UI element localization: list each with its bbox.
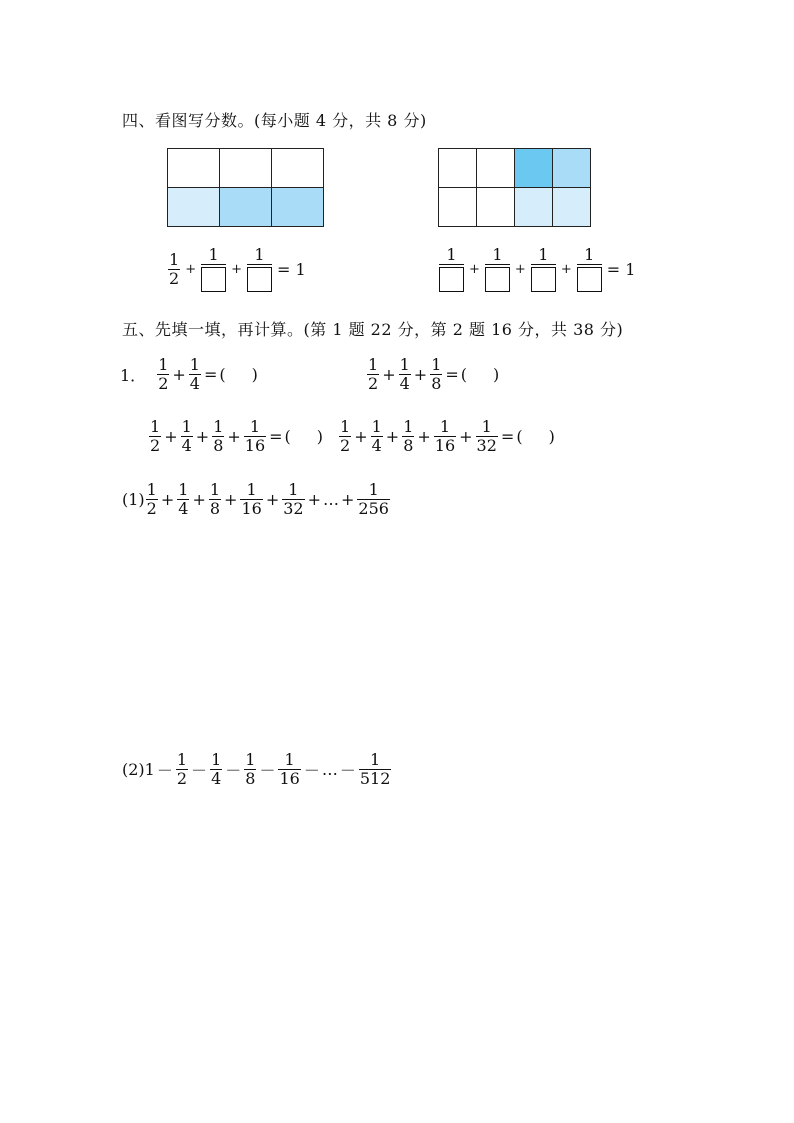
fraction: $\frac{1}{8}$	[209, 480, 221, 518]
fraction: $\frac{1}{8}$	[403, 417, 414, 455]
section-4-heading: 四、看图写分数。(每小题 4 分，共 8 分)	[122, 111, 427, 130]
fraction: $\frac{1}{16}$	[434, 417, 456, 455]
fraction: $\frac{1}{16}$	[241, 480, 262, 518]
fraction: $\frac{1}{32}$	[283, 480, 304, 518]
fraction: $\frac{1}{4}$	[178, 480, 189, 518]
fraction: $\frac{1}{4}$	[211, 750, 222, 788]
part-1-expression: (1) $\frac{1}{2}$ + $\frac{1}{4}$ + $\frac{1}{8}$ + $\frac{1}{16}$ + $\frac{1}{32}$ + … + $\frac{1}{256}$	[122, 480, 389, 518]
fraction: $\frac{1}{4}$	[181, 417, 192, 455]
fraction: $\frac{1}{2}$	[368, 355, 379, 393]
fraction: $\frac{1}{16}$	[279, 750, 300, 788]
grid-cell	[439, 149, 477, 188]
grid-cell-shaded	[515, 149, 553, 188]
grid-cell-shaded	[220, 188, 272, 227]
fraction: $\frac{1}{4}$	[189, 355, 200, 393]
fraction-grid-2	[438, 148, 591, 227]
answer-blank[interactable]: ( )	[460, 365, 500, 384]
fraction: $\frac{1}{8}$	[213, 417, 224, 455]
grid-cell-shaded	[168, 188, 220, 227]
answer-blank[interactable]: ( )	[219, 365, 258, 384]
answer-box[interactable]	[247, 267, 272, 292]
part-2-label: (2)1	[122, 760, 155, 779]
grid-cell	[439, 188, 477, 227]
part-2-expression: (2)1 － $\frac{1}{2}$ － $\frac{1}{4}$ － $\frac{1}{8}$ － $\frac{1}{16}$ － … － $\frac{1}{512}$	[122, 750, 391, 788]
grid-cell-shaded	[272, 188, 324, 227]
fraction: $\frac{1}{4}$	[371, 417, 382, 455]
q1-expression-a: 1． $\frac{1}{2}$ + $\frac{1}{4}$ = ( )	[120, 355, 258, 393]
answer-blank[interactable]: ( )	[516, 427, 555, 446]
fraction: $\frac{1}{2}$	[169, 249, 180, 288]
fraction: $\frac{1}{2}$	[150, 417, 161, 455]
question-number: 1．	[120, 366, 147, 385]
grid-1-equation: $\frac{1}{2}$ + 1 + 1 = 1	[167, 246, 310, 292]
q1-expression-b: $\frac{1}{2}$ + $\frac{1}{4}$ + $\frac{1}{8}$ = ( )	[368, 355, 500, 393]
fraction: $\frac{1}{2}$	[158, 355, 169, 393]
fraction: $\frac{1}{2}$	[176, 750, 188, 788]
grid-cell	[477, 188, 515, 227]
grid-cell	[477, 149, 515, 188]
grid-cell	[168, 149, 220, 188]
answer-box[interactable]	[201, 267, 226, 292]
grid-cell-shaded	[553, 149, 591, 188]
grid-cell	[272, 149, 324, 188]
fraction: $\frac{1}{32}$	[476, 417, 497, 455]
q1-expression-d: $\frac{1}{2}$ + $\frac{1}{4}$ + $\frac{1}{8}$ + $\frac{1}{16}$ + $\frac{1}{32}$ = ( )	[340, 417, 555, 455]
fraction-blank: 1	[201, 246, 226, 292]
fraction: $\frac{1}{8}$	[245, 750, 256, 788]
fraction-blank: 1	[531, 246, 556, 292]
fraction-blank: 1	[439, 246, 464, 292]
fraction-blank: 1	[247, 246, 272, 292]
answer-box[interactable]	[577, 267, 602, 292]
fraction: $\frac{1}{256}$	[358, 480, 389, 518]
section-5-heading: 五、先填一填，再计算。(第 1 题 22 分，第 2 题 16 分，共 38 分)	[122, 320, 624, 339]
grid-cell	[220, 149, 272, 188]
fraction-grid-1	[167, 148, 324, 227]
fraction: $\frac{1}{2}$	[340, 417, 351, 455]
answer-blank[interactable]: ( )	[284, 427, 324, 446]
answer-box[interactable]	[439, 267, 464, 292]
fraction-blank: 1	[485, 246, 510, 292]
part-1-label: (1)	[122, 490, 145, 509]
fraction: $\frac{1}{512}$	[359, 750, 391, 788]
fraction: $\frac{1}{16}$	[244, 417, 266, 455]
answer-box[interactable]	[531, 267, 556, 292]
q1-expression-c: $\frac{1}{2}$ + $\frac{1}{4}$ + $\frac{1}{8}$ + $\frac{1}{16}$ = ( )	[150, 417, 324, 455]
grid-cell-shaded	[553, 188, 591, 227]
grid-2-equation: 1 + 1 + 1 + 1 = 1	[438, 246, 639, 292]
fraction: $\frac{1}{4}$	[399, 355, 410, 393]
answer-box[interactable]	[485, 267, 510, 292]
fraction-blank: 1	[577, 246, 602, 292]
grid-cell-shaded	[515, 188, 553, 227]
fraction: $\frac{1}{2}$	[146, 480, 157, 518]
fraction: $\frac{1}{8}$	[431, 355, 442, 393]
